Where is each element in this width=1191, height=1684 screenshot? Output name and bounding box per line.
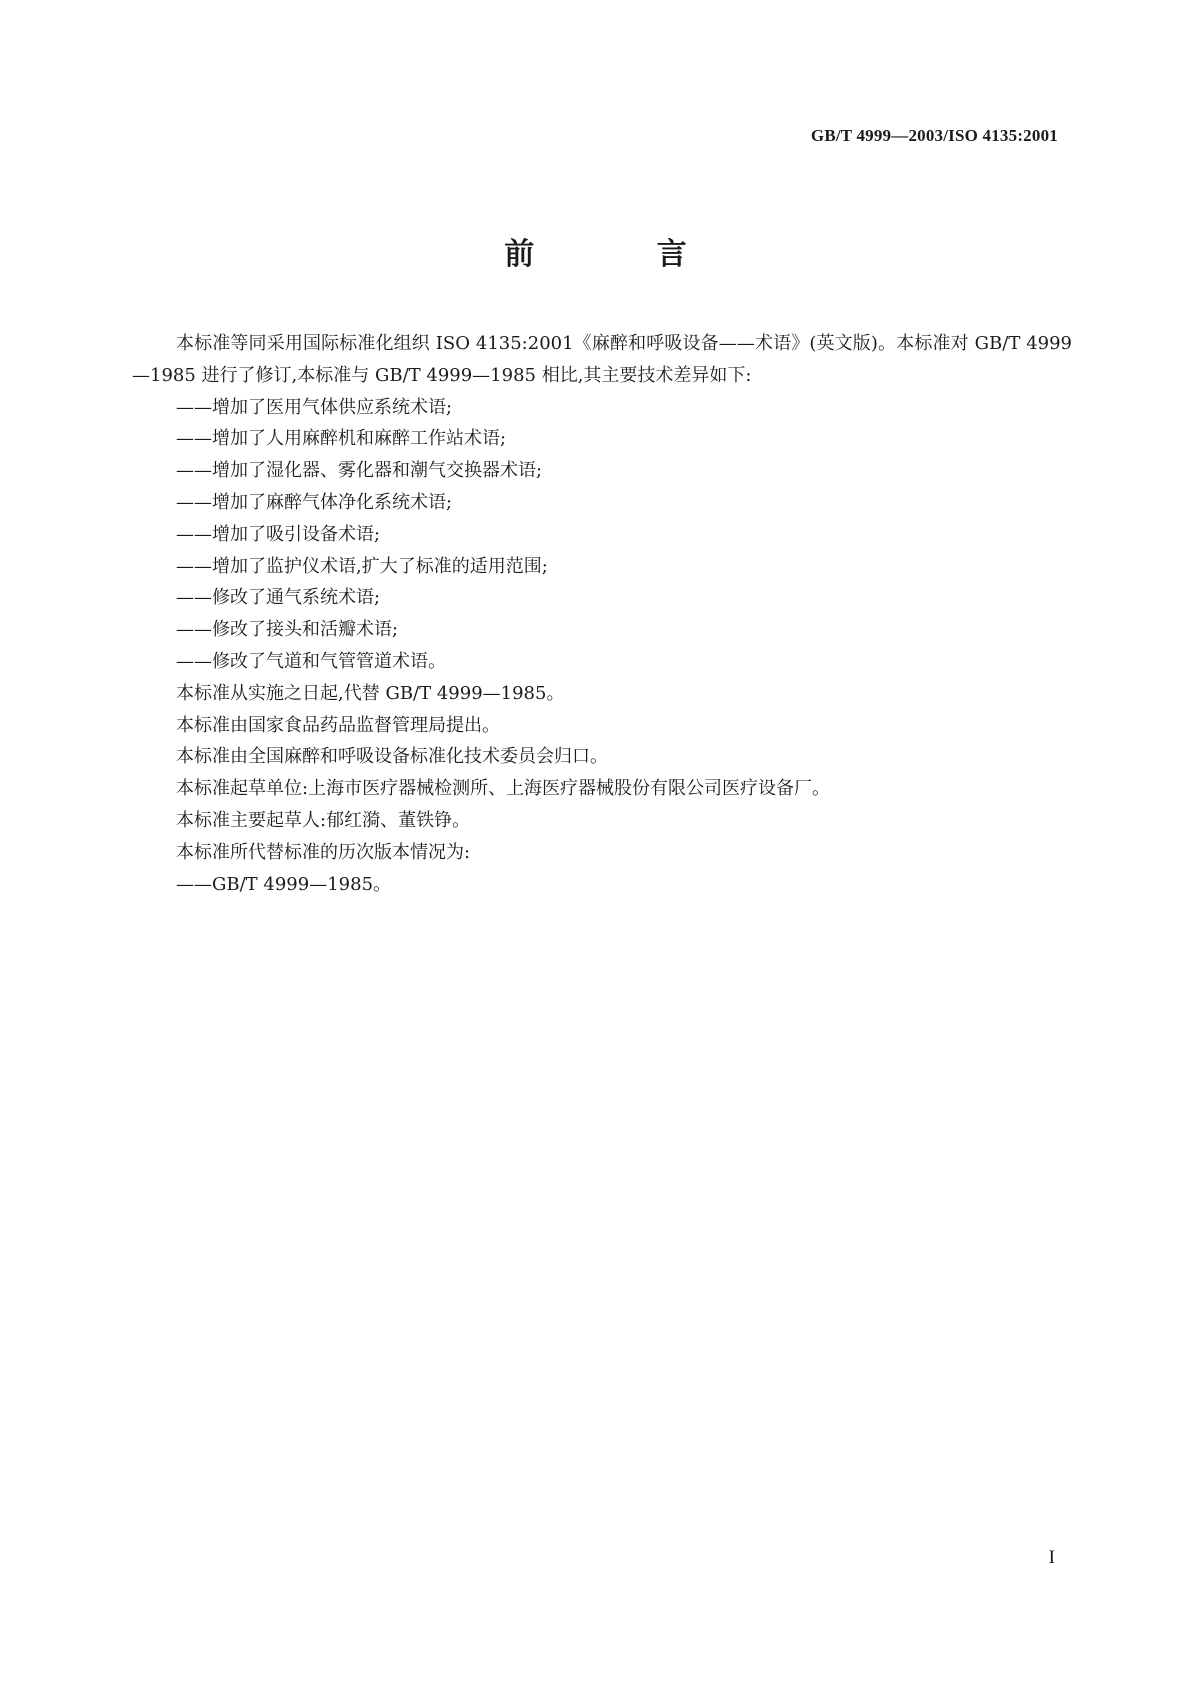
change-item: ——增加了湿化器、雾化器和潮气交换器术语;: [176, 460, 543, 482]
change-item: ——修改了气道和气管管道术语。: [176, 650, 446, 672]
statement-line: 本标准所代替标准的历次版本情况为:: [176, 841, 471, 863]
statement-line: 本标准从实施之日起,代替 GB/T 4999—1985。: [176, 682, 565, 704]
change-item: ——增加了麻醉气体净化系统术语;: [176, 491, 453, 513]
history-item: ——GB/T 4999—1985。: [176, 873, 392, 895]
page-number: I: [1048, 1547, 1055, 1568]
intro-paragraph: 本标准等同采用国际标准化组织 ISO 4135:2001《麻醉和呼吸设备——术语》(英文版)。本标准对 GB/T 4999—1985 进行了修订,本标准与 GB/T 4999—1985 相比,其主要技术差异如下:: [132, 333, 1072, 386]
statement-line: 本标准主要起草人:郁红漪、董铁铮。: [176, 809, 471, 831]
foreword-body: [132, 328, 1072, 900]
page-title: 前 言: [504, 237, 743, 272]
standard-code-header: GB/T 4999—2003/ISO 4135:2001: [810, 126, 1058, 145]
change-item: ——增加了吸引设备术语;: [176, 523, 381, 545]
statement-line: 本标准由国家食品药品监督管理局提出。: [176, 714, 500, 736]
change-item: ——增加了医用气体供应系统术语;: [176, 396, 453, 418]
statement-line: 本标准由全国麻醉和呼吸设备标准化技术委员会归口。: [176, 746, 608, 768]
change-item: ——修改了接头和活瓣术语;: [176, 619, 399, 641]
change-item: ——修改了通气系统术语;: [176, 587, 381, 609]
change-item: ——增加了人用麻醉机和麻醉工作站术语;: [176, 428, 507, 450]
statement-line: 本标准起草单位:上海市医疗器械检测所、上海医疗器械股份有限公司医疗设备厂。: [176, 778, 831, 800]
change-item: ——增加了监护仪术语,扩大了标准的适用范围;: [176, 555, 548, 577]
